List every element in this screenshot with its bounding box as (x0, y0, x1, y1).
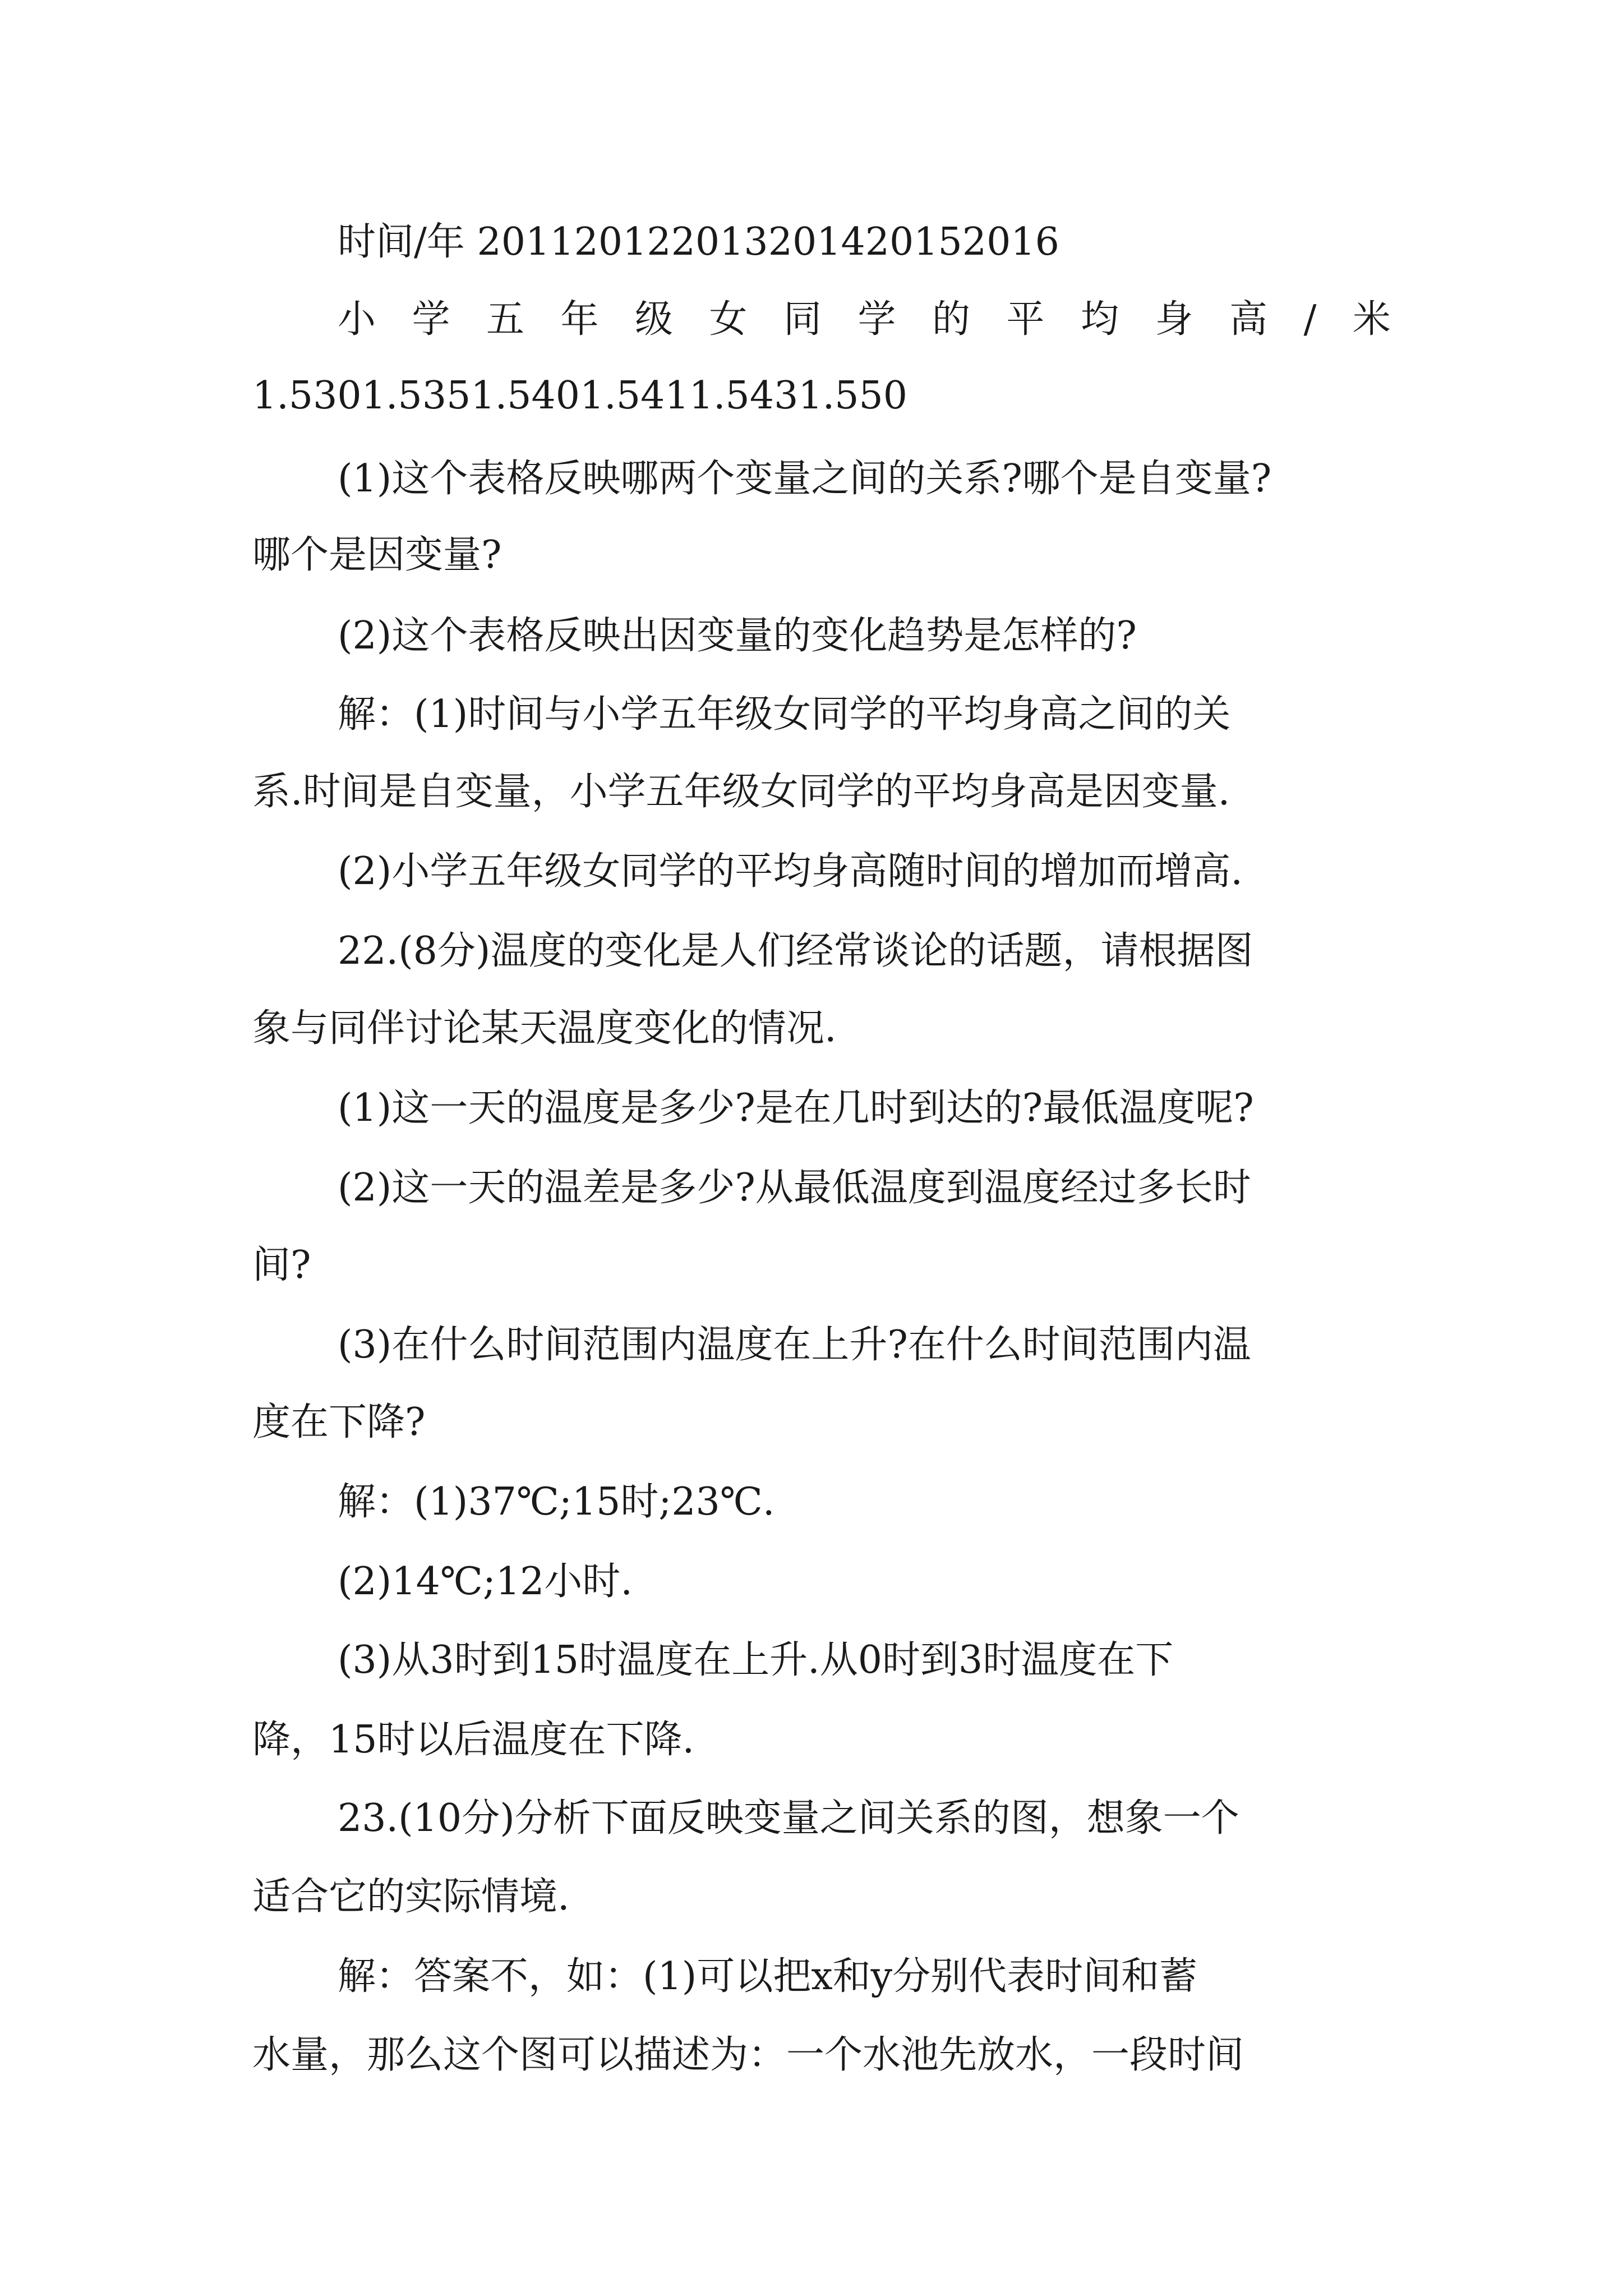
text-line-spaced (338, 297, 1391, 342)
text-line: (3)在什么时间范围内温度在上升?在什么时间范围内温 (338, 1323, 1251, 1367)
text-char: 的 (932, 297, 971, 342)
text-char: 小 (338, 297, 376, 342)
text-char: 平 (1006, 297, 1045, 342)
text-char: 年 (560, 297, 599, 342)
text-line: (2)这个表格反映出因变量的变化趋势是怎样的? (338, 614, 1137, 658)
text-char: 级 (635, 297, 674, 342)
text-line: 适合它的实际情境. (252, 1875, 570, 1919)
text-line: 1.5301.5351.5401.5411.5431.550 (252, 374, 908, 418)
text-line: 水量，那么这个图可以描述为：一个水池先放水，一段时间 (252, 2033, 1244, 2077)
text-char: 学 (857, 297, 896, 342)
text-line: (3)从3时到15时温度在上升.从0时到3时温度在下 (338, 1638, 1174, 1682)
text-line: (1)这一天的温度是多少?是在几时到达的?最低温度呢? (338, 1086, 1254, 1130)
text-char: 高 (1229, 297, 1268, 342)
text-line: 系.时间是自变量，小学五年级女同学的平均身高是因变量. (252, 770, 1230, 814)
text-char: 女 (709, 297, 748, 342)
text-line: (2)小学五年级女同学的平均身高随时间的增加而增高. (338, 849, 1243, 894)
text-line: 降，15时以后温度在下降. (252, 1718, 695, 1762)
text-line: (2)这一天的温差是多少?从最低温度到温度经过多长时 (338, 1166, 1251, 1210)
text-line: (1)这个表格反映哪两个变量之间的关系?哪个是自变量? (338, 457, 1272, 501)
text-line: 时间/年 201120122013201420152016 (338, 220, 1059, 264)
text-char: 学 (412, 297, 450, 342)
text-line: 23.(10分)分析下面反映变量之间关系的图，想象一个 (338, 1796, 1239, 1841)
text-char: 同 (783, 297, 822, 342)
text-line: 度在下降? (252, 1400, 426, 1444)
text-char: 均 (1081, 297, 1119, 342)
text-char: / (1303, 297, 1317, 342)
text-char: 五 (486, 297, 525, 342)
text-char: 米 (1352, 297, 1391, 342)
text-line: 间? (252, 1243, 311, 1287)
text-line: 解：(1)时间与小学五年级女同学的平均身高之间的关 (338, 692, 1231, 737)
text-line: 哪个是因变量? (252, 533, 502, 577)
text-char: 身 (1155, 297, 1193, 342)
text-line: 象与同伴讨论某天温度变化的情况. (252, 1006, 837, 1051)
text-line: 22.(8分)温度的变化是人们经常谈论的话题，请根据图 (338, 929, 1253, 973)
text-line: 解：(1)37℃;15时;23℃. (338, 1480, 775, 1524)
text-line: (2)14℃;12小时. (338, 1559, 633, 1604)
text-line: 解：答案不，如：(1)可以把x和y分别代表时间和蓄 (338, 1954, 1198, 1999)
